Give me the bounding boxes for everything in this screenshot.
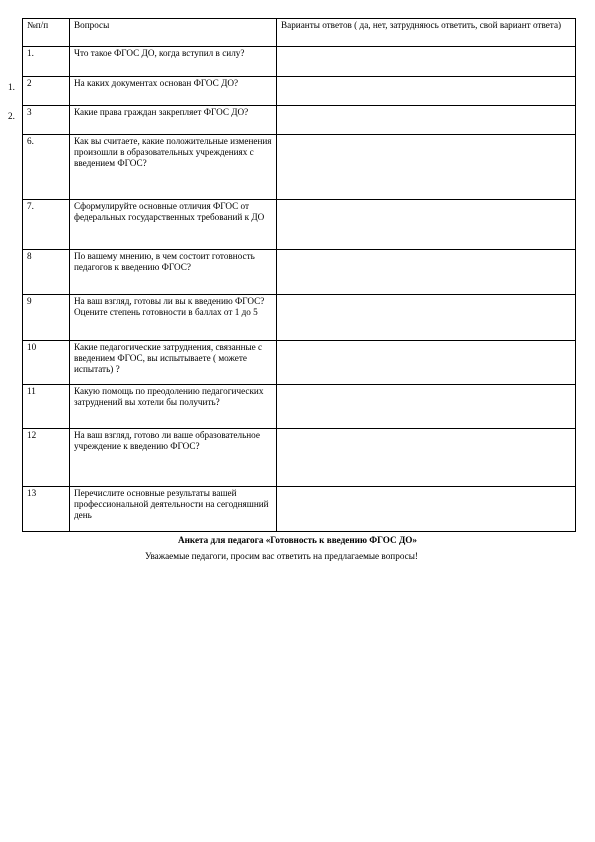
table-header-row <box>23 19 576 47</box>
table-row <box>23 77 576 106</box>
row-question: Что такое ФГОС ДО, когда вступил в силу? <box>70 47 277 77</box>
row-answer-cell[interactable] <box>277 385 576 429</box>
row-num: 11 <box>23 385 70 429</box>
row-question: Какую помощь по преодолению педагогических затруднений вы хотели бы получить? <box>70 385 277 429</box>
row-num: 9 <box>23 295 70 341</box>
row-question: Сформулируйте основные отличия ФГОС от федеральных государственных требований к ДО <box>70 200 277 250</box>
table-row <box>23 106 576 135</box>
row-answer-cell[interactable] <box>277 106 576 135</box>
table-row <box>23 429 576 487</box>
outside-row-number: 2. <box>8 111 15 121</box>
row-num: 7. <box>23 200 70 250</box>
table-row <box>23 250 576 295</box>
row-num: 8 <box>23 250 70 295</box>
header-num: №п/п <box>23 19 70 47</box>
row-num: 10 <box>23 341 70 385</box>
questionnaire-table <box>22 18 576 532</box>
table-row <box>23 487 576 532</box>
header-question: Вопросы <box>70 19 277 47</box>
table-row <box>23 200 576 250</box>
row-answer-cell[interactable] <box>277 47 576 77</box>
row-num: 2 <box>23 77 70 106</box>
row-answer-cell[interactable] <box>277 295 576 341</box>
table-row <box>23 295 576 341</box>
table-row <box>23 341 576 385</box>
table-row <box>23 47 576 77</box>
row-answer-cell[interactable] <box>277 77 576 106</box>
page-title: Анкета для педагога «Готовность к введению ФГОС ДО» <box>177 535 418 545</box>
row-question: На ваш взгляд, готово ли ваше образовательное учреждение к введению ФГОС? <box>70 429 277 487</box>
outside-row-number: 1. <box>8 82 15 92</box>
row-num: 3 <box>23 106 70 135</box>
row-answer-cell[interactable] <box>277 200 576 250</box>
row-answer-cell[interactable] <box>277 429 576 487</box>
row-question: Перечислите основные результаты вашей профессиональной деятельности на сегодняшний день <box>70 487 277 532</box>
row-num: 12 <box>23 429 70 487</box>
row-answer-cell[interactable] <box>277 135 576 200</box>
row-question: По вашему мнению, в чем состоит готовность педагогов к введению ФГОС? <box>70 250 277 295</box>
row-answer-cell[interactable] <box>277 487 576 532</box>
row-num: 1. <box>23 47 70 77</box>
row-question: Как вы считаете, какие положительные изменения произошли в образовательных учреждениях с введением ФГОС? <box>70 135 277 200</box>
header-answer: Варианты ответов ( да, нет, затрудняюсь ответить, свой вариант ответа) <box>277 19 576 47</box>
row-question: На каких документах основан ФГОС ДО? <box>70 77 277 106</box>
row-num: 6. <box>23 135 70 200</box>
row-question: Какие педагогические затруднения, связанные с введением ФГОС, вы испытываете ( можете испытать) ? <box>70 341 277 385</box>
table-row <box>23 385 576 429</box>
row-num: 13 <box>23 487 70 532</box>
row-answer-cell[interactable] <box>277 250 576 295</box>
row-answer-cell[interactable] <box>277 341 576 385</box>
table-row <box>23 135 576 200</box>
row-question: На ваш взгляд, готовы ли вы к введению ФГОС? Оцените степень готовности в баллах от 1 до 5 <box>70 295 277 341</box>
row-question: Какие права граждан закрепляет ФГОС ДО? <box>70 106 277 135</box>
page-subtitle: Уважаемые педагоги, просим вас ответить на предлагаемые вопросы! <box>145 551 418 561</box>
